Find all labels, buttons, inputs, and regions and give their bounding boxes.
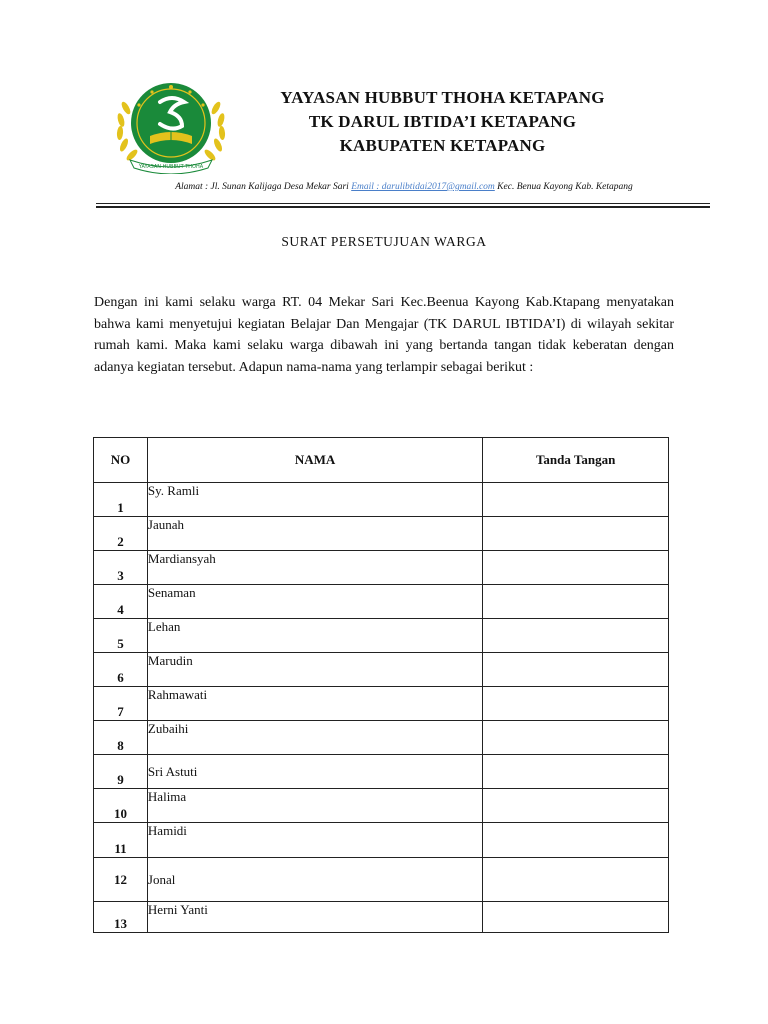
table-row [94, 823, 669, 858]
document-title: SURAT PERSETUJUAN WARGA [281, 234, 487, 249]
org-name-line3: KABUPATEN KETAPANG [339, 136, 546, 155]
row-name: Hamidi [147, 823, 482, 858]
row-number: 5 [94, 619, 148, 653]
svg-text:YAYASAN HUBBUT THOHA: YAYASAN HUBBUT THOHA [138, 164, 204, 170]
row-name: Sy. Ramli [147, 483, 482, 517]
row-name: Jonal [147, 858, 482, 902]
row-number: 6 [94, 653, 148, 687]
organization-titles [240, 86, 645, 158]
signature-cell[interactable] [483, 483, 669, 517]
row-name: Marudin [147, 653, 482, 687]
table-row [94, 858, 669, 902]
signature-cell[interactable] [483, 585, 669, 619]
signature-cell[interactable] [483, 551, 669, 585]
signature-cell[interactable] [483, 755, 669, 789]
row-number: 2 [94, 517, 148, 551]
row-number: 10 [94, 789, 148, 823]
signature-cell[interactable] [483, 858, 669, 902]
address-prefix: Alamat : Jl. Sunan Kalijaga Desa Mekar Sari [175, 182, 349, 192]
table-header-row [94, 438, 669, 483]
row-name: Senaman [147, 585, 482, 619]
table-row [94, 789, 669, 823]
header-no: NO [94, 438, 148, 483]
table-row [94, 902, 669, 933]
table-row [94, 721, 669, 755]
row-number: 9 [94, 755, 148, 789]
row-name: Mardiansyah [147, 551, 482, 585]
letterhead [0, 0, 768, 210]
row-name: Rahmawati [147, 687, 482, 721]
row-number: 11 [94, 823, 148, 858]
org-name-line2: TK DARUL IBTIDA’I KETAPANG [308, 112, 577, 131]
row-number: 1 [94, 483, 148, 517]
row-name: Halima [147, 789, 482, 823]
row-name: Jaunah [147, 517, 482, 551]
signature-table [93, 437, 669, 933]
row-name: Lehan [147, 619, 482, 653]
signature-cell[interactable] [483, 653, 669, 687]
table-row [94, 687, 669, 721]
row-name: Herni Yanti [147, 902, 482, 933]
table-row [94, 585, 669, 619]
row-number: 4 [94, 585, 148, 619]
row-number: 12 [94, 858, 148, 902]
signature-cell[interactable] [483, 823, 669, 858]
signature-cell[interactable] [483, 902, 669, 933]
signature-cell[interactable] [483, 517, 669, 551]
row-number: 3 [94, 551, 148, 585]
signature-cell[interactable] [483, 721, 669, 755]
header-name: NAMA [147, 438, 482, 483]
header-signature: Tanda Tangan [483, 438, 669, 483]
table-row [94, 551, 669, 585]
table-row [94, 619, 669, 653]
address-line [98, 182, 710, 192]
signature-cell[interactable] [483, 789, 669, 823]
yayasan-emblem-icon [112, 78, 230, 174]
table-row [94, 755, 669, 789]
row-name: Zubaihi [147, 721, 482, 755]
signature-cell[interactable] [483, 687, 669, 721]
address-suffix: Kec. Benua Kayong Kab. Ketapang [497, 182, 633, 192]
intro-paragraph: Dengan ini kami selaku warga RT. 04 Mekar Sari Kec.Beenua Kayong Kab.Ktapang menyatakan bahwa kami menyetujui kegiatan Belajar Dan Mengajar (TK DARUL IBTIDA’I) di wilayah sekitar rumah kami. Maka kami selaku warga dibawah ini yang bertanda tangan tidak keberatan dengan adanya kegiatan tersebut. Adapun nama-nama yang terlampir sebagai berikut : [94, 295, 674, 375]
row-name: Sri Astuti [147, 755, 482, 789]
email-link[interactable]: Email : darulibtidai2017@gmail.com [351, 182, 495, 192]
table-row [94, 517, 669, 551]
table-row [94, 483, 669, 517]
row-number: 13 [94, 902, 148, 933]
header-divider-thin [96, 203, 710, 204]
row-number: 7 [94, 687, 148, 721]
org-name-line1: YAYASAN HUBBUT THOHA KETAPANG [280, 88, 605, 107]
table-row [94, 653, 669, 687]
signature-cell[interactable] [483, 619, 669, 653]
row-number: 8 [94, 721, 148, 755]
header-divider-thick [96, 206, 710, 208]
